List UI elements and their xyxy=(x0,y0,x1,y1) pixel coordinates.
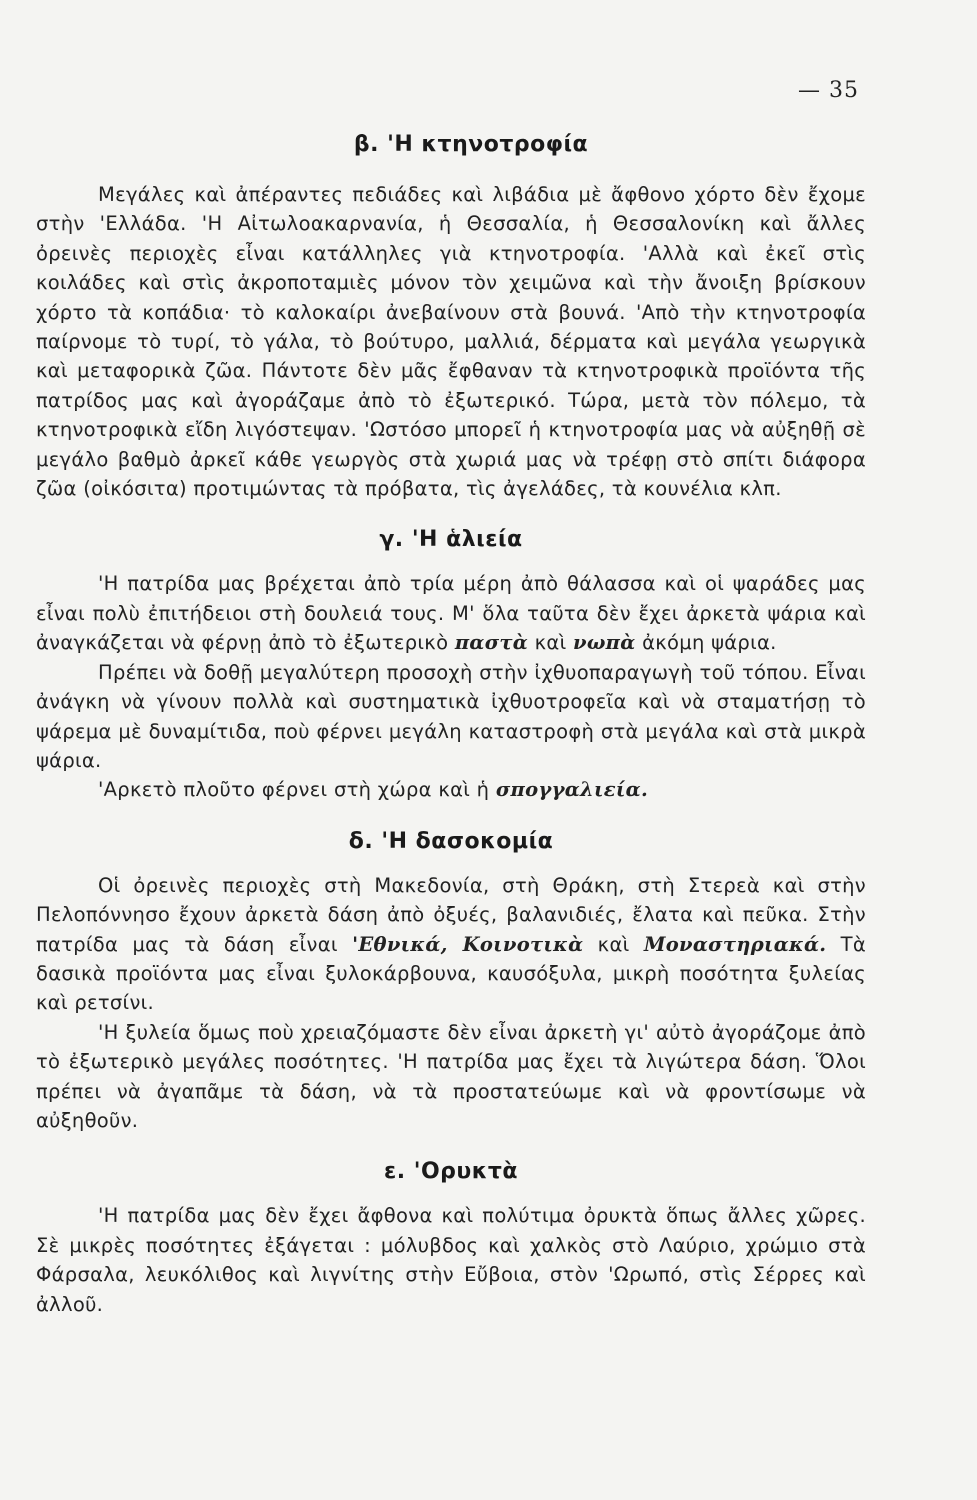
paragraph-fishing-1 xyxy=(36,569,866,657)
paragraph-fishing-3 xyxy=(36,775,866,804)
section-heading-forestry: δ. 'Η δασοκομία xyxy=(348,828,554,854)
paragraph-livestock-1: Μεγάλες καὶ ἀπέραντες πεδιάδες καὶ λιβάδια μὲ ἄφθονο χόρτο δὲν ἔχομε στὴν 'Ελλάδα. 'Η Αἰτωλοακαρνανία, ἡ Θεσσαλία, ἡ Θεσσαλονίκη καὶ ἄλλες ὀρεινὲς περιοχὲς εἶναι κατάλληλες γιὰ κτηνοτροφία. 'Αλλὰ καὶ ἐκεῖ στὶς κοιλάδες καὶ στὶς ἀκροποταμιὲς μόνον τὸν χειμῶνα καὶ τὴν ἄνοιξη βρίσκουν χόρτο τὰ κοπάδια· τὸ καλοκαίρι ἀνεβαίνουν στὰ βουνά. 'Απὸ τὴν κτηνοτροφία παίρνομε τὸ τυρί, τὸ γάλα, τὸ βούτυρο, μαλλιά, δέρματα καὶ μεγάλα γεωργικὰ καὶ μεταφορικὰ ζῶα. Πάντοτε δὲν μᾶς ἔφθαναν τὰ κτηνοτροφικὰ προϊόντα τῆς πατρίδος μας καὶ ἀγοράζαμε ἀπὸ τὸ ἐξωτερικό. Τώρα, μετὰ τὸν πόλεμο, τὰ κτηνοτροφικὰ εἴδη λιγόστεψαν. 'Ωστόσο μπορεῖ ἡ κτηνοτροφία μας νὰ αὐξηθῇ σὲ μεγάλο βαθμὸ ἀρκεῖ κάθε γεωργὸς στὰ χωριά μας νὰ τρέφῃ στὸ σπίτι διάφορα ζῶα (οἰκόσιτα) προτιμώντας τὰ πρόβατα, τὶς ἀγελάδες, τὰ κουνέλια κλπ. xyxy=(36,183,866,501)
text-run: 'Η πατρίδα μας βρέχεται ἀπὸ τρία μέρη ἀπὸ θάλασσα καὶ οἱ ψαράδες μας εἶναι πολὺ ἐπιτήδειοι στὴ δουλειά τους. Μ' ὅλα ταῦτα δὲν ἔχει ἀρκετὰ ψάρια καὶ ἀναγκάζεται νὰ φέρνῃ ἀπὸ τὸ ἐξωτερικὸ xyxy=(36,572,866,655)
term-monastic: Μοναστηριακά. xyxy=(643,932,827,956)
paragraph-forestry-2: 'Η ξυλεία ὅμως ποὺ χρειαζόμαστε δὲν εἶναι ἀρκετὴ γι' αὐτὸ ἀγοράζομε ἀπὸ τὸ ἐξωτερικὸ μεγάλες ποσότητες. 'Η πατρίδα μας ἔχει τὰ λιγώτερα δάση. Ὅλοι πρέπει νὰ ἀγαπᾶμε τὰ δάση, νὰ τὰ προστατεύωμε καὶ νὰ φροντίσωμε νὰ αὐξηθοῦν. xyxy=(36,1020,866,1132)
section-heading-fishing: γ. 'Η ἁλιεία xyxy=(379,527,523,553)
section-forestry xyxy=(36,827,866,1136)
term-fresh: νωπὰ xyxy=(572,631,636,655)
term-salted: παστὰ xyxy=(454,631,529,655)
section-heading-minerals: ε. 'Ορυκτὰ xyxy=(383,1159,519,1185)
text-run: Τὰ δασικὰ προϊόντα μας εἶναι ξυλοκάρβουνα, καυσόξυλα, μικρὴ ποσότητα ξυλείας καὶ ρετσίνι. xyxy=(36,932,866,1015)
text-run: ἀκόμη ψάρια. xyxy=(642,631,777,655)
paragraph-forestry-1 xyxy=(36,871,866,1018)
text-run: καὶ xyxy=(534,631,567,655)
text-run: Οἱ ὀρεινὲς περιοχὲς στὴ Μακεδονία, στὴ Θράκη, στὴ Στερεὰ καὶ στὴν Πελοπόννησο ἔχουν ἀρκετὰ δάση ἀπὸ ὀξυές, βαλανιδιές, ἔλατα καὶ πεῦκα. Στὴν πατρίδα μας τὰ δάση εἶναι xyxy=(36,873,866,956)
page-number: — 35 xyxy=(798,78,859,103)
paragraph-minerals-1: 'Η πατρίδα μας δὲν ἔχει ἄφθονα καὶ πολύτιμα ὀρυκτὰ ὅπως ἄλλες χῶρες. Σὲ μικρὲς ποσότητες ἐξάγεται : μόλυβδος καὶ χαλκὸς στὸ Λαύριο, χρώμιο στὰ Φάρσαλα, λευκόλιθος καὶ λιγνίτης στὴν Εὔβοια, στὸν 'Ωρωπό, στὶς Σέρρες καὶ ἀλλοῦ. xyxy=(36,1204,866,1316)
page-content xyxy=(36,126,866,1319)
term-national-communal: 'Εθνικά, Κοινοτικὰ xyxy=(352,932,584,956)
section-fishing xyxy=(36,525,866,804)
section-livestock xyxy=(36,130,866,503)
text-run: καὶ xyxy=(597,932,630,956)
section-heading-livestock: β. 'Η κτηνοτροφία xyxy=(353,132,589,157)
paragraph-fishing-2: Πρέπει νὰ δοθῇ μεγαλύτερη προσοχὴ στὴν ἰχθυοπαραγωγὴ τοῦ τόπου. Εἶναι ἀνάγκη νὰ γίνουν πολλὰ καὶ συστηματικὰ ἰχθυοτροφεῖα καὶ νὰ σταματήσῃ τὸ ψάρεμα μὲ δυναμίτιδα, ποὺ φέρνει μεγάλη καταστροφὴ στὰ μεγάλα καὶ στὰ μικρὰ ψάρια. xyxy=(36,660,866,772)
section-minerals xyxy=(36,1157,866,1319)
term-sponge-fishing: σπογγαλιεία. xyxy=(495,778,649,802)
text-run: 'Αρκετὸ πλοῦτο φέρνει στὴ χώρα καὶ ἡ xyxy=(98,778,490,802)
